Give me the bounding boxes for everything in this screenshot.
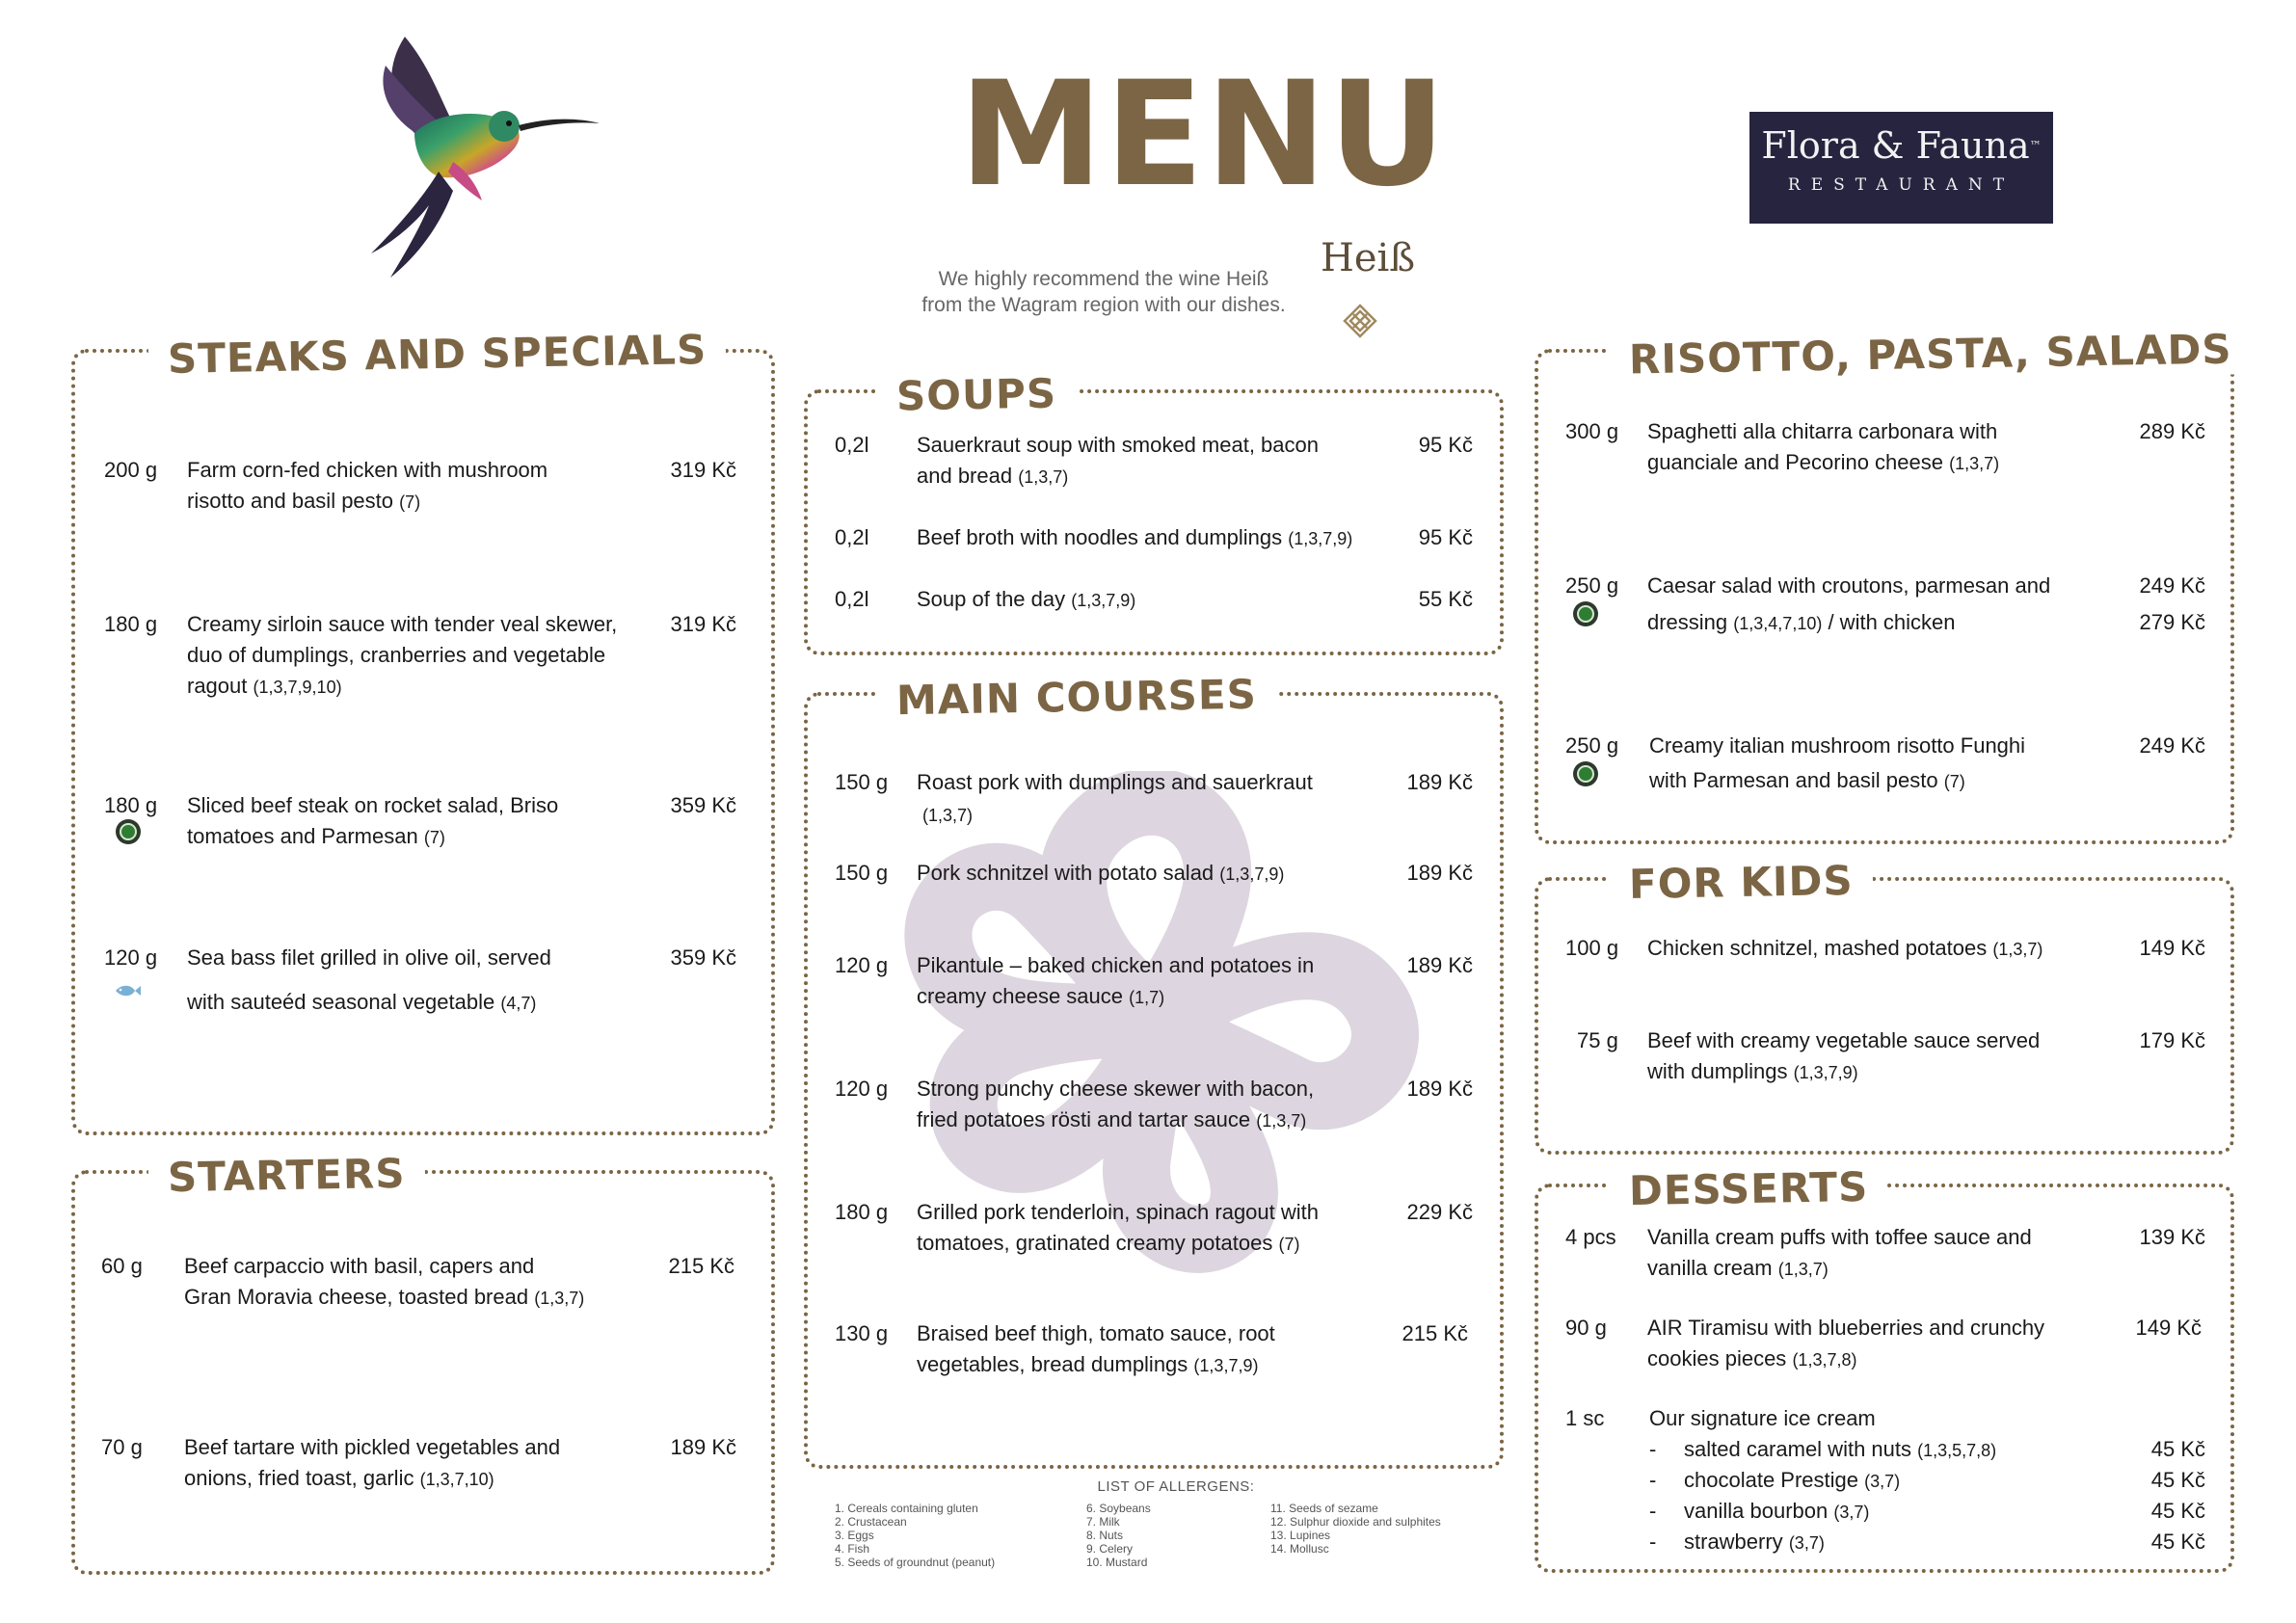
mains-item-allergens: (1,3,7,9) (1219, 865, 1285, 884)
mains-item-weight: 150 g (835, 861, 889, 885)
ice-cream-allergens: (1,3,5,7,8) (1917, 1441, 1997, 1460)
starters-item-line: onions, fried toast, garlic (184, 1466, 414, 1490)
mains-item-allergens: (7) (1278, 1235, 1300, 1254)
allergen-item: 11. Seeds of sezame (1270, 1502, 1378, 1515)
risotto-item-line: Creamy italian mushroom risotto Funghi (1649, 733, 2026, 758)
mains-item-allergens: (1,3,7,9) (1193, 1356, 1259, 1375)
ice-cream-flavor: strawberry (1684, 1530, 1783, 1554)
ice-cream-price: 45 Kč (2150, 1530, 2205, 1554)
mains-item-weight: 150 g (835, 770, 889, 794)
mains-item-price: 189 Kč (1406, 953, 1473, 977)
ice-cream-price: 45 Kč (2150, 1499, 2205, 1523)
kids-item-weight: 75 g (1577, 1028, 1618, 1052)
kids-item-price: 179 Kč (2139, 1028, 2205, 1052)
steaks-item-line: duo of dumplings, cranberries and vegetable (187, 643, 606, 667)
restaurant-logo (1749, 112, 2053, 224)
allergen-item: 7. Milk (1086, 1515, 1120, 1529)
allergen-item: 9. Celery (1086, 1542, 1134, 1556)
mains-item-line: creamy cheese sauce (917, 984, 1123, 1008)
risotto-item-price: 249 Kč (2139, 733, 2205, 758)
soups-item-price: 95 Kč (1418, 433, 1473, 457)
soups-item-weight: 0,2l (835, 587, 869, 611)
soups-item-allergens: (1,3,7) (1018, 467, 1069, 487)
logo-subtitle: RESTAURANT (1787, 175, 2016, 195)
risotto-title: RISOTTO, PASTA, SALADS (1610, 324, 2252, 386)
vegetarian-icon (116, 819, 141, 844)
logo-tm: ™ (2029, 139, 2042, 152)
soups-item-line: Soup of the day (917, 587, 1066, 611)
winery-emblem-icon (1342, 303, 1378, 339)
mains-item-line: Pikantule – baked chicken and potatoes in (917, 953, 1315, 977)
logo-name: Flora & Fauna (1761, 124, 2030, 167)
steaks-item-weight: 180 g (104, 793, 158, 817)
desserts-item-line: cookies pieces (1647, 1346, 1787, 1370)
wine-recommendation-line: from the Wagram region with our dishes. (921, 294, 1286, 316)
mains-item-price: 229 Kč (1406, 1200, 1473, 1224)
mains-item-line: Pork schnitzel with potato salad (917, 861, 1215, 885)
steaks-item-allergens: (7) (423, 828, 445, 847)
steaks-item-allergens: (7) (399, 492, 421, 512)
desserts-item-weight: 4 pcs (1565, 1225, 1616, 1249)
soups-item-allergens: (1,3,7,9) (1288, 529, 1353, 548)
steaks-item-price: 319 Kč (670, 612, 736, 636)
steaks-item-allergens: (1,3,7,9,10) (253, 678, 342, 697)
desserts-item-line: AIR Tiramisu with blueberries and crunchy (1647, 1316, 2045, 1340)
allergens-title: LIST OF ALLERGENS: (1097, 1478, 1255, 1495)
risotto-item-allergens: (7) (1943, 772, 1965, 791)
hummingbird-illustration (347, 27, 607, 287)
risotto-item-weight: 250 g (1565, 733, 1619, 758)
mains-item-weight: 130 g (835, 1321, 889, 1345)
ice-cream-dash: - (1649, 1468, 1657, 1492)
risotto-item-weight: 300 g (1565, 419, 1619, 443)
steaks-item-weight: 200 g (104, 458, 158, 482)
soups-item-line: and bread (917, 464, 1013, 488)
allergen-item: 1. Cereals containing gluten (835, 1502, 978, 1515)
desserts-item-allergens: (1,3,7,8) (1792, 1350, 1857, 1370)
risotto-item-line: guanciale and Pecorino cheese (1647, 450, 1944, 474)
mains-item-line: Strong punchy cheese skewer with bacon, (917, 1077, 1315, 1101)
steaks-item-line: ragout (187, 674, 248, 698)
allergen-item: 10. Mustard (1086, 1556, 1148, 1569)
ice-cream-allergens: (3,7) (1833, 1503, 1870, 1522)
mains-title: MAIN COURSES (877, 669, 1277, 726)
steaks-item-weight: 180 g (104, 612, 158, 636)
soups-item-price: 55 Kč (1418, 587, 1473, 611)
soups-item-line: Beef broth with noodles and dumplings (917, 525, 1283, 549)
mains-item-weight: 180 g (835, 1200, 889, 1224)
mains-item-line: Grilled pork tenderloin, spinach ragout with (917, 1200, 1320, 1224)
starters-title: STARTERS (148, 1149, 425, 1204)
risotto-item-line: Spaghetti alla chitarra carbonara with (1647, 419, 1998, 443)
mains-item-price: 189 Kč (1406, 1077, 1473, 1101)
ice-cream-title: Our signature ice cream (1649, 1406, 1876, 1430)
ice-cream-flavor: chocolate Prestige (1684, 1468, 1858, 1492)
wine-recommendation (887, 266, 1321, 318)
risotto-item-price-chicken: 279 Kč (2139, 610, 2205, 634)
risotto-item-suffix: / with chicken (1822, 610, 1956, 634)
soups-item-weight: 0,2l (835, 525, 869, 549)
ice-cream-price: 45 Kč (2150, 1468, 2205, 1492)
mains-item-line: fried potatoes rösti and tartar sauce (917, 1107, 1251, 1131)
steaks-item-line: with sauteéd seasonal vegetable (187, 990, 495, 1014)
desserts-title: DESSERTS (1610, 1161, 1888, 1216)
starters-item-weight: 70 g (101, 1435, 143, 1459)
soups-title: SOUPS (877, 368, 1077, 422)
starters-item-price: 215 Kč (668, 1254, 734, 1278)
allergen-item: 13. Lupines (1270, 1529, 1331, 1542)
mains-item-allergens: (1,7) (1129, 988, 1165, 1007)
soups-item-price: 95 Kč (1418, 525, 1473, 549)
starters-item-line: Beef tartare with pickled vegetables and (184, 1435, 561, 1459)
ice-cream-dash: - (1649, 1530, 1657, 1554)
ice-cream-allergens: (3,7) (1864, 1472, 1901, 1491)
kids-item-allergens: (1,3,7) (1992, 940, 2043, 959)
steaks-item-price: 319 Kč (670, 458, 736, 482)
allergen-item: 4. Fish (835, 1542, 870, 1556)
mains-item-line: tomatoes, gratinated creamy potatoes (917, 1231, 1273, 1255)
risotto-item-line: dressing (1647, 610, 1728, 634)
allergen-item: 6. Soybeans (1086, 1502, 1151, 1515)
risotto-item-weight: 250 g (1565, 573, 1619, 598)
ice-cream-price: 45 Kč (2150, 1437, 2205, 1461)
allergen-item: 8. Nuts (1086, 1529, 1124, 1542)
mains-item-price: 215 Kč (1402, 1321, 1468, 1345)
desserts-item-weight: 90 g (1565, 1316, 1607, 1340)
mains-item-allergens: (1,3,7) (1256, 1111, 1307, 1131)
steaks-item-allergens: (4,7) (500, 994, 537, 1013)
mains-item-allergens: (1,3,7) (922, 806, 974, 825)
mains-item-price: 189 Kč (1406, 770, 1473, 794)
steaks-title: STEAKS AND SPECIALS (148, 325, 727, 385)
desserts-item-allergens: (1,3,7) (1777, 1260, 1829, 1279)
risotto-item-allergens: (1,3,7) (1949, 454, 2000, 473)
steaks-item-price: 359 Kč (670, 945, 736, 970)
ice-cream-flavor: vanilla bourbon (1684, 1499, 1829, 1523)
risotto-item-allergens: (1,3,4,7,10) (1733, 614, 1823, 633)
steaks-item-line: Creamy sirloin sauce with tender veal skewer, (187, 612, 618, 636)
mains-item-line: Braised beef thigh, tomato sauce, root (917, 1321, 1275, 1345)
risotto-item-line: Caesar salad with croutons, parmesan and (1647, 573, 2051, 598)
steaks-item-line: Sliced beef steak on rocket salad, Briso (187, 793, 559, 817)
soups-item-weight: 0,2l (835, 433, 869, 457)
mains-item-weight: 120 g (835, 953, 889, 977)
desserts-item-line: vanilla cream (1647, 1256, 1773, 1280)
wine-recommendation-line: We highly recommend the wine Heiß (938, 268, 1269, 290)
allergen-item: 12. Sulphur dioxide and sulphites (1270, 1515, 1441, 1529)
starters-item-price: 189 Kč (670, 1435, 736, 1459)
risotto-item-line: with Parmesan and basil pesto (1649, 768, 1938, 792)
mains-item-line: Roast pork with dumplings and sauerkraut (917, 770, 1313, 794)
vegetarian-icon (1573, 761, 1598, 786)
vegetarian-icon (1573, 601, 1598, 626)
ice-cream-allergens: (3,7) (1788, 1533, 1825, 1553)
kids-item-line: with dumplings (1647, 1059, 1788, 1083)
kids-item-weight: 100 g (1565, 936, 1619, 960)
kids-item-line: Beef with creamy vegetable sauce served (1647, 1028, 2041, 1052)
allergen-item: 3. Eggs (835, 1529, 874, 1542)
starters-item-allergens: (1,3,7,10) (419, 1470, 494, 1489)
ice-cream-dash: - (1649, 1437, 1657, 1461)
ice-cream-flavor: salted caramel with nuts (1684, 1437, 1911, 1461)
steaks-item-line: tomatoes and Parmesan (187, 824, 418, 848)
desserts-item-line: Vanilla cream puffs with toffee sauce and (1647, 1225, 2032, 1249)
kids-panel (1535, 877, 2234, 1155)
starters-item-line: Gran Moravia cheese, toasted bread (184, 1285, 529, 1309)
risotto-item-price: 249 Kč (2139, 573, 2205, 598)
mains-item-weight: 120 g (835, 1077, 889, 1101)
wine-brand: Heiß (1321, 236, 1416, 280)
desserts-item-price: 139 Kč (2139, 1225, 2205, 1249)
fish-icon (114, 983, 141, 998)
starters-item-weight: 60 g (101, 1254, 143, 1278)
allergen-item: 5. Seeds of groundnut (peanut) (835, 1556, 996, 1569)
steaks-item-line: Farm corn-fed chicken with mushroom (187, 458, 548, 482)
desserts-item-price: 149 Kč (2135, 1316, 2202, 1340)
mains-item-line: vegetables, bread dumplings (917, 1352, 1188, 1376)
kids-item-line: Chicken schnitzel, mashed potatoes (1647, 936, 1988, 960)
allergen-item: 2. Crustacean (835, 1515, 907, 1529)
soups-item-line: Sauerkraut soup with smoked meat, bacon (917, 433, 1320, 457)
steaks-item-line: Sea bass filet grilled in olive oil, served (187, 945, 551, 970)
kids-title: FOR KIDS (1610, 856, 1874, 911)
ice-cream-dash: - (1649, 1499, 1657, 1523)
kids-item-price: 149 Kč (2139, 936, 2205, 960)
steaks-item-price: 359 Kč (670, 793, 736, 817)
steaks-item-weight: 120 g (104, 945, 158, 970)
ice-cream-weight: 1 sc (1565, 1406, 1605, 1430)
starters-item-allergens: (1,3,7) (534, 1289, 585, 1308)
steaks-item-line: risotto and basil pesto (187, 489, 394, 513)
menu-title: MENU (959, 51, 1449, 219)
starters-panel (71, 1170, 775, 1575)
mains-item-price: 189 Kč (1406, 861, 1473, 885)
starters-item-line: Beef carpaccio with basil, capers and (184, 1254, 535, 1278)
soups-item-allergens: (1,3,7,9) (1071, 591, 1136, 610)
kids-item-allergens: (1,3,7,9) (1793, 1063, 1858, 1082)
risotto-item-price: 289 Kč (2139, 419, 2205, 443)
allergen-item: 14. Mollusc (1270, 1542, 1329, 1556)
